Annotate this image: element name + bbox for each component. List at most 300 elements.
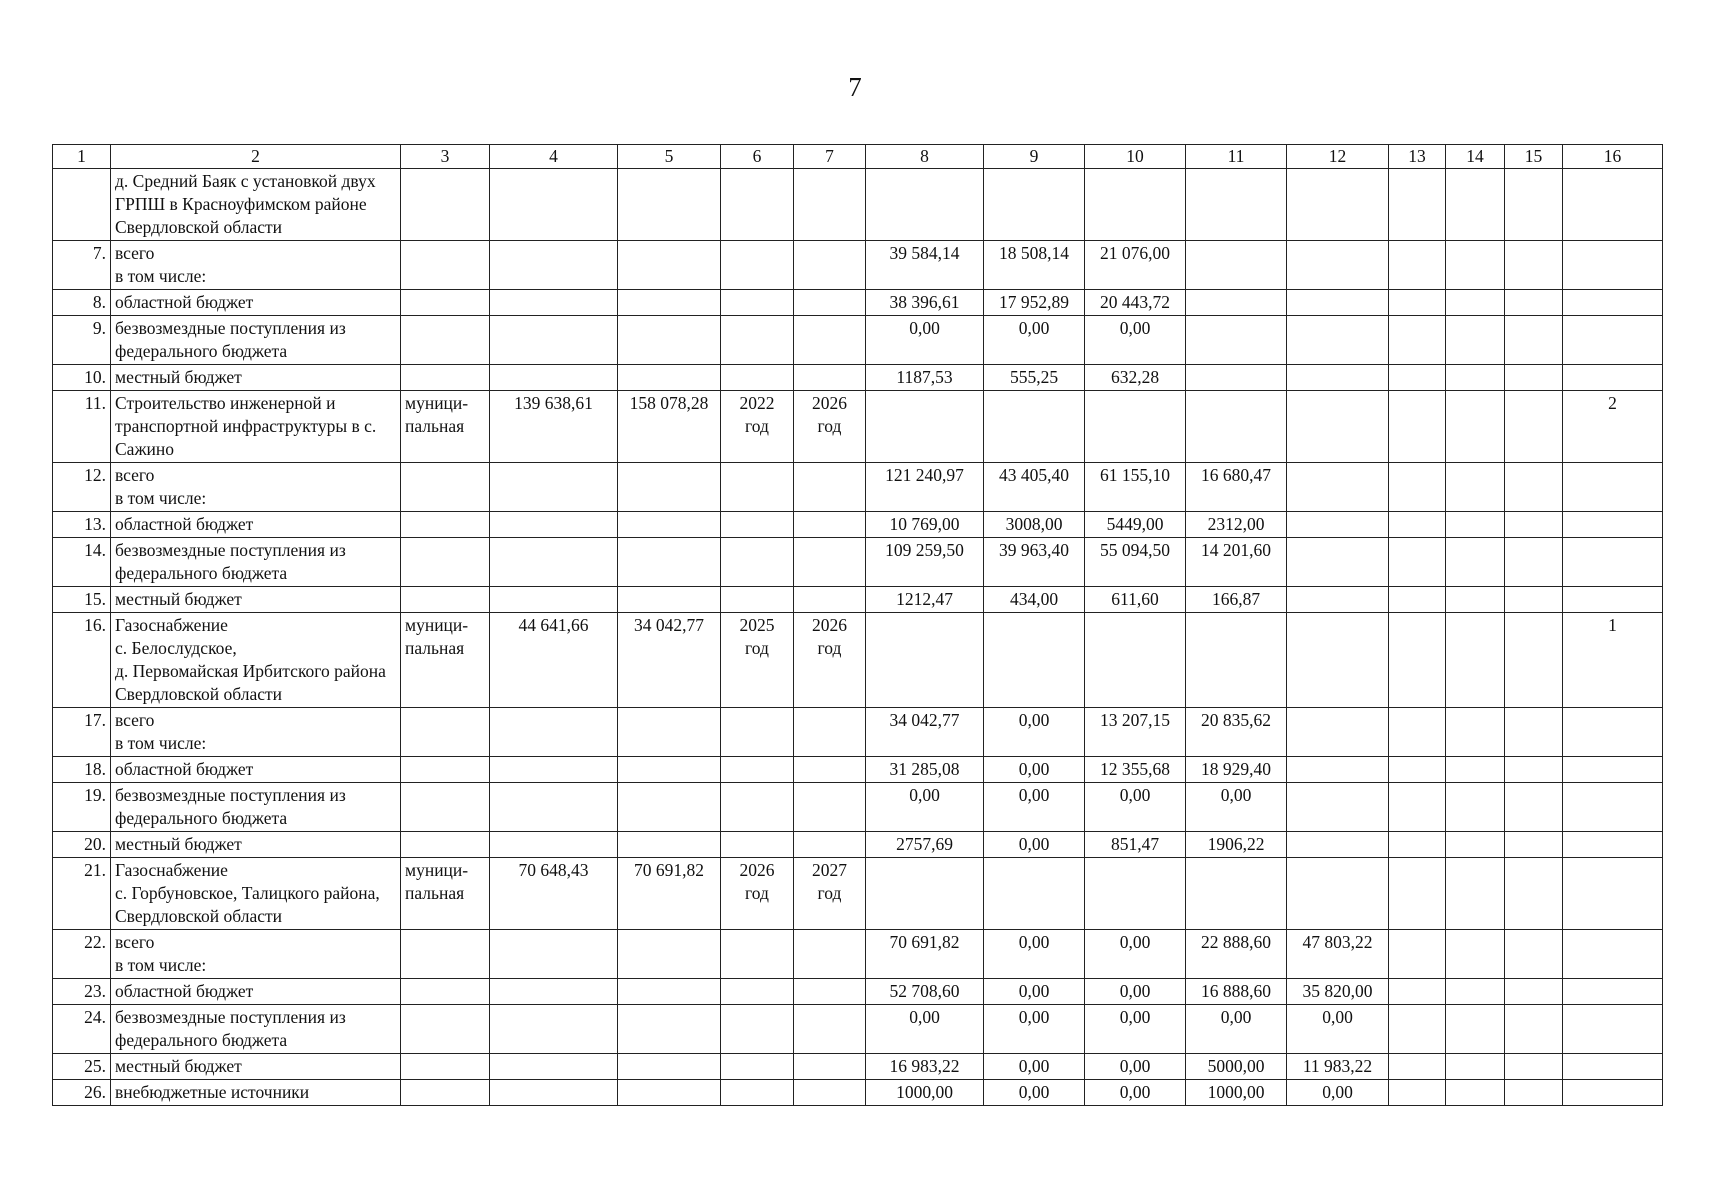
table-cell (1389, 613, 1446, 708)
table-cell: 18 508,14 (984, 241, 1085, 290)
table-cell: 52 708,60 (866, 979, 984, 1005)
table-cell (490, 316, 618, 365)
table-cell (618, 1005, 721, 1054)
table-cell (1085, 858, 1186, 930)
table-cell (401, 316, 490, 365)
row-number: 21. (53, 858, 111, 930)
table-cell (490, 169, 618, 241)
table-cell (1446, 1080, 1505, 1106)
table-cell (618, 757, 721, 783)
table-cell (1563, 783, 1663, 832)
column-header-2: 2 (111, 145, 401, 169)
row-description: местный бюджет (111, 1054, 401, 1080)
table-cell (794, 832, 866, 858)
table-row (53, 290, 1663, 316)
table-cell (401, 169, 490, 241)
table-cell (1389, 169, 1446, 241)
table-cell (1389, 930, 1446, 979)
table-cell (1563, 708, 1663, 757)
table-row (53, 930, 1663, 979)
table-cell (794, 783, 866, 832)
table-cell (1505, 783, 1563, 832)
table-cell (1389, 290, 1446, 316)
table-cell: 16 680,47 (1186, 463, 1287, 512)
table-cell (1287, 290, 1389, 316)
table-cell (1287, 365, 1389, 391)
table-cell (1389, 858, 1446, 930)
table-cell: 1187,53 (866, 365, 984, 391)
table-cell (1446, 979, 1505, 1005)
table-cell (618, 1080, 721, 1106)
budget-table (52, 144, 1663, 1106)
table-cell: 0,00 (984, 1080, 1085, 1106)
table-cell (1563, 1005, 1663, 1054)
row-number: 16. (53, 613, 111, 708)
table-cell (401, 757, 490, 783)
table-cell: 0,00 (866, 1005, 984, 1054)
table-cell (721, 1005, 794, 1054)
table-cell (721, 512, 794, 538)
table-cell (618, 783, 721, 832)
table-cell (1389, 1080, 1446, 1106)
table-cell (1446, 391, 1505, 463)
table-cell (1446, 587, 1505, 613)
table-cell (1389, 463, 1446, 512)
table-cell (1446, 930, 1505, 979)
table-cell (1446, 858, 1505, 930)
table-cell: 34 042,77 (866, 708, 984, 757)
table-cell (1505, 858, 1563, 930)
row-description: всего в том числе: (111, 708, 401, 757)
table-row (53, 241, 1663, 290)
table-cell (1505, 538, 1563, 587)
row-description: д. Средний Баяк с установкой двух ГРПШ в Красноуфимском районе Свердловской области (111, 169, 401, 241)
table-row (53, 512, 1663, 538)
row-number: 18. (53, 757, 111, 783)
table-cell (490, 783, 618, 832)
table-cell (1186, 391, 1287, 463)
table-cell: 21 076,00 (1085, 241, 1186, 290)
table-cell: 5449,00 (1085, 512, 1186, 538)
table-row (53, 463, 1663, 512)
table-cell (1389, 832, 1446, 858)
table-cell (866, 391, 984, 463)
table-cell (618, 1054, 721, 1080)
table-cell (794, 587, 866, 613)
table-cell (1446, 241, 1505, 290)
table-cell (1446, 708, 1505, 757)
table-cell (490, 930, 618, 979)
table-cell (1446, 463, 1505, 512)
column-header-10: 10 (1085, 145, 1186, 169)
table-cell (866, 858, 984, 930)
table-cell (1287, 463, 1389, 512)
table-cell (1186, 613, 1287, 708)
table-cell: муници- пальная (401, 391, 490, 463)
row-description: всего в том числе: (111, 930, 401, 979)
table-cell: 0,00 (984, 708, 1085, 757)
table-cell: 0,00 (1085, 1054, 1186, 1080)
table-cell (1186, 316, 1287, 365)
table-row (53, 832, 1663, 858)
row-number: 17. (53, 708, 111, 757)
table-cell: 55 094,50 (1085, 538, 1186, 587)
table-cell (1085, 391, 1186, 463)
table-cell (1505, 1005, 1563, 1054)
table-cell (1505, 365, 1563, 391)
table-cell: 0,00 (1186, 783, 1287, 832)
table-cell (794, 1054, 866, 1080)
table-cell (401, 587, 490, 613)
table-cell (794, 979, 866, 1005)
table-cell (490, 538, 618, 587)
table-row (53, 365, 1663, 391)
table-cell (721, 241, 794, 290)
table-cell (1389, 979, 1446, 1005)
table-cell (1389, 316, 1446, 365)
table-cell (1389, 783, 1446, 832)
table-cell (794, 512, 866, 538)
table-row (53, 708, 1663, 757)
table-cell: 166,87 (1186, 587, 1287, 613)
table-cell: 39 963,40 (984, 538, 1085, 587)
table-row (53, 1005, 1663, 1054)
table-cell: 0,00 (1085, 1005, 1186, 1054)
table-cell (794, 241, 866, 290)
table-cell (401, 1080, 490, 1106)
table-cell (1505, 241, 1563, 290)
column-header-7: 7 (794, 145, 866, 169)
row-number: 7. (53, 241, 111, 290)
table-cell (1505, 757, 1563, 783)
table-row (53, 391, 1663, 463)
table-cell (1563, 512, 1663, 538)
table-cell (1505, 512, 1563, 538)
table-cell: 1906,22 (1186, 832, 1287, 858)
table-cell (721, 365, 794, 391)
table-cell: 2312,00 (1186, 512, 1287, 538)
table-cell (401, 832, 490, 858)
table-cell (794, 316, 866, 365)
table-cell: 70 648,43 (490, 858, 618, 930)
table-cell (1563, 463, 1663, 512)
table-cell (721, 1080, 794, 1106)
row-description: областной бюджет (111, 757, 401, 783)
table-cell (1563, 930, 1663, 979)
table-cell (490, 1054, 618, 1080)
row-description: всего в том числе: (111, 241, 401, 290)
table-cell (401, 1005, 490, 1054)
table-cell: 139 638,61 (490, 391, 618, 463)
table-row (53, 858, 1663, 930)
row-number: 13. (53, 512, 111, 538)
row-description: безвозмездные поступления из федерального бюджета (111, 783, 401, 832)
table-row (53, 316, 1663, 365)
table-cell (618, 512, 721, 538)
table-cell: 20 443,72 (1085, 290, 1186, 316)
table-cell (1186, 290, 1287, 316)
table-cell (794, 930, 866, 979)
table-cell (401, 290, 490, 316)
table-cell (490, 365, 618, 391)
table-cell (401, 979, 490, 1005)
table-cell (1563, 1054, 1663, 1080)
table-cell (721, 930, 794, 979)
table-cell: 12 355,68 (1085, 757, 1186, 783)
table-cell (1186, 169, 1287, 241)
row-description: безвозмездные поступления из федерального бюджета (111, 538, 401, 587)
table-cell (618, 316, 721, 365)
table-cell (1389, 1054, 1446, 1080)
table-cell (1287, 757, 1389, 783)
table-cell (1287, 708, 1389, 757)
table-cell (721, 463, 794, 512)
table-cell: 38 396,61 (866, 290, 984, 316)
table-cell (618, 538, 721, 587)
table-cell (1563, 316, 1663, 365)
column-header-1: 1 (53, 145, 111, 169)
table-row (53, 783, 1663, 832)
table-cell: 2 (1563, 391, 1663, 463)
table-cell: 0,00 (984, 757, 1085, 783)
table-cell (984, 391, 1085, 463)
column-header-11: 11 (1186, 145, 1287, 169)
table-cell (1287, 316, 1389, 365)
table-cell (1287, 169, 1389, 241)
table-cell: 61 155,10 (1085, 463, 1186, 512)
table-cell (618, 365, 721, 391)
table-cell (1446, 169, 1505, 241)
table-cell (1389, 538, 1446, 587)
table-cell (866, 613, 984, 708)
table-cell (1563, 757, 1663, 783)
table-cell (618, 832, 721, 858)
table-cell: муници- пальная (401, 613, 490, 708)
table-cell (984, 858, 1085, 930)
table-cell: 0,00 (866, 316, 984, 365)
table-cell (721, 783, 794, 832)
table-cell (1287, 783, 1389, 832)
row-number: 25. (53, 1054, 111, 1080)
table-cell: 1000,00 (1186, 1080, 1287, 1106)
table-cell (1505, 613, 1563, 708)
table-cell: 43 405,40 (984, 463, 1085, 512)
table-cell (1563, 832, 1663, 858)
row-description: местный бюджет (111, 365, 401, 391)
table-cell (1287, 587, 1389, 613)
table-cell: 35 820,00 (1287, 979, 1389, 1005)
table-cell (794, 1080, 866, 1106)
table-cell (490, 241, 618, 290)
table-cell (721, 538, 794, 587)
table-cell: 1 (1563, 613, 1663, 708)
table-cell (618, 587, 721, 613)
table-cell: 2026 год (721, 858, 794, 930)
table-cell: 47 803,22 (1287, 930, 1389, 979)
table-cell (1505, 832, 1563, 858)
table-cell (1563, 290, 1663, 316)
table-cell (984, 613, 1085, 708)
table-cell: 109 259,50 (866, 538, 984, 587)
table-cell: 3008,00 (984, 512, 1085, 538)
table-cell (1505, 587, 1563, 613)
table-cell (618, 979, 721, 1005)
table-row (53, 613, 1663, 708)
row-description: местный бюджет (111, 832, 401, 858)
row-description: местный бюджет (111, 587, 401, 613)
row-number: 20. (53, 832, 111, 858)
table-cell (1389, 1005, 1446, 1054)
table-cell (1446, 290, 1505, 316)
row-description: Газоснабжение с. Белослудское, д. Первомайская Ирбитского района Свердловской области (111, 613, 401, 708)
table-row (53, 1080, 1663, 1106)
row-number: 12. (53, 463, 111, 512)
table-cell: 851,47 (1085, 832, 1186, 858)
table-cell: 44 641,66 (490, 613, 618, 708)
row-description: областной бюджет (111, 979, 401, 1005)
column-header-9: 9 (984, 145, 1085, 169)
table-cell: 31 285,08 (866, 757, 984, 783)
table-cell (401, 930, 490, 979)
row-number (53, 169, 111, 241)
table-cell (1563, 538, 1663, 587)
table-cell: 20 835,62 (1186, 708, 1287, 757)
table-cell (401, 463, 490, 512)
table-cell (1446, 1005, 1505, 1054)
table-cell (1186, 241, 1287, 290)
row-number: 14. (53, 538, 111, 587)
row-description: Строительство инженерной и транспортной инфраструктуры в с. Сажино (111, 391, 401, 463)
table-cell: 70 691,82 (618, 858, 721, 930)
table-cell (1563, 365, 1663, 391)
table-cell: 2027 год (794, 858, 866, 930)
table-cell: 1212,47 (866, 587, 984, 613)
table-cell (1389, 587, 1446, 613)
table-cell (1389, 757, 1446, 783)
table-cell (618, 708, 721, 757)
table-cell (794, 169, 866, 241)
table-cell: 0,00 (984, 1054, 1085, 1080)
table-cell (721, 290, 794, 316)
table-cell (721, 979, 794, 1005)
table-cell: 22 888,60 (1186, 930, 1287, 979)
table-cell (1505, 1080, 1563, 1106)
table-cell: 632,28 (1085, 365, 1186, 391)
table-cell (1505, 1054, 1563, 1080)
table-cell (794, 290, 866, 316)
table-cell (1446, 365, 1505, 391)
table-cell (1505, 463, 1563, 512)
table-cell (721, 316, 794, 365)
column-header-13: 13 (1389, 145, 1446, 169)
table-cell (1446, 757, 1505, 783)
table-cell (490, 587, 618, 613)
table-cell (1389, 512, 1446, 538)
table-cell: 158 078,28 (618, 391, 721, 463)
table-cell (1287, 538, 1389, 587)
table-cell: 0,00 (1085, 783, 1186, 832)
table-cell (1446, 1054, 1505, 1080)
table-cell (866, 169, 984, 241)
table-cell (1287, 512, 1389, 538)
table-row (53, 757, 1663, 783)
table-row (53, 979, 1663, 1005)
table-cell (721, 757, 794, 783)
table-cell (1505, 316, 1563, 365)
table-cell: 16 888,60 (1186, 979, 1287, 1005)
column-header-6: 6 (721, 145, 794, 169)
table-cell (1505, 169, 1563, 241)
table-cell (1505, 708, 1563, 757)
row-number: 8. (53, 290, 111, 316)
table-cell (1287, 391, 1389, 463)
table-cell: 0,00 (984, 316, 1085, 365)
table-cell: 0,00 (1085, 1080, 1186, 1106)
table-cell: 10 769,00 (866, 512, 984, 538)
table-row (53, 538, 1663, 587)
table-cell (1563, 1080, 1663, 1106)
table-cell (794, 538, 866, 587)
table-cell: 0,00 (984, 832, 1085, 858)
table-cell (401, 512, 490, 538)
table-cell (401, 708, 490, 757)
column-header-5: 5 (618, 145, 721, 169)
header-row (53, 145, 1663, 169)
row-number: 26. (53, 1080, 111, 1106)
table-cell (1563, 979, 1663, 1005)
row-number: 23. (53, 979, 111, 1005)
column-header-15: 15 (1505, 145, 1563, 169)
table-cell (490, 757, 618, 783)
table-cell: 1000,00 (866, 1080, 984, 1106)
table-cell: 0,00 (984, 1005, 1085, 1054)
table-cell (1389, 241, 1446, 290)
table-cell (490, 290, 618, 316)
table-cell (401, 783, 490, 832)
row-description: Газоснабжение с. Горбуновское, Талицкого района, Свердловской области (111, 858, 401, 930)
table-cell: 0,00 (1085, 930, 1186, 979)
table-cell (794, 1005, 866, 1054)
table-row (53, 1054, 1663, 1080)
row-number: 11. (53, 391, 111, 463)
row-description: безвозмездные поступления из федерального бюджета (111, 316, 401, 365)
table-cell: муници- пальная (401, 858, 490, 930)
table-cell: 2026 год (794, 391, 866, 463)
column-header-12: 12 (1287, 145, 1389, 169)
table-cell (1389, 365, 1446, 391)
table-cell: 16 983,22 (866, 1054, 984, 1080)
table-cell (721, 587, 794, 613)
table-cell (618, 241, 721, 290)
table-cell (1446, 613, 1505, 708)
table-cell (794, 757, 866, 783)
table-cell (1563, 169, 1663, 241)
table-cell (401, 241, 490, 290)
table-cell: 17 952,89 (984, 290, 1085, 316)
table-cell: 121 240,97 (866, 463, 984, 512)
table-cell: 0,00 (1186, 1005, 1287, 1054)
column-header-16: 16 (1563, 145, 1663, 169)
table-cell (1446, 783, 1505, 832)
table-cell: 39 584,14 (866, 241, 984, 290)
page-number: 7 (848, 72, 862, 102)
table-cell: 5000,00 (1186, 1054, 1287, 1080)
table-cell (794, 463, 866, 512)
table-cell (721, 169, 794, 241)
table-cell: 555,25 (984, 365, 1085, 391)
table-cell (1287, 832, 1389, 858)
table-row (53, 587, 1663, 613)
